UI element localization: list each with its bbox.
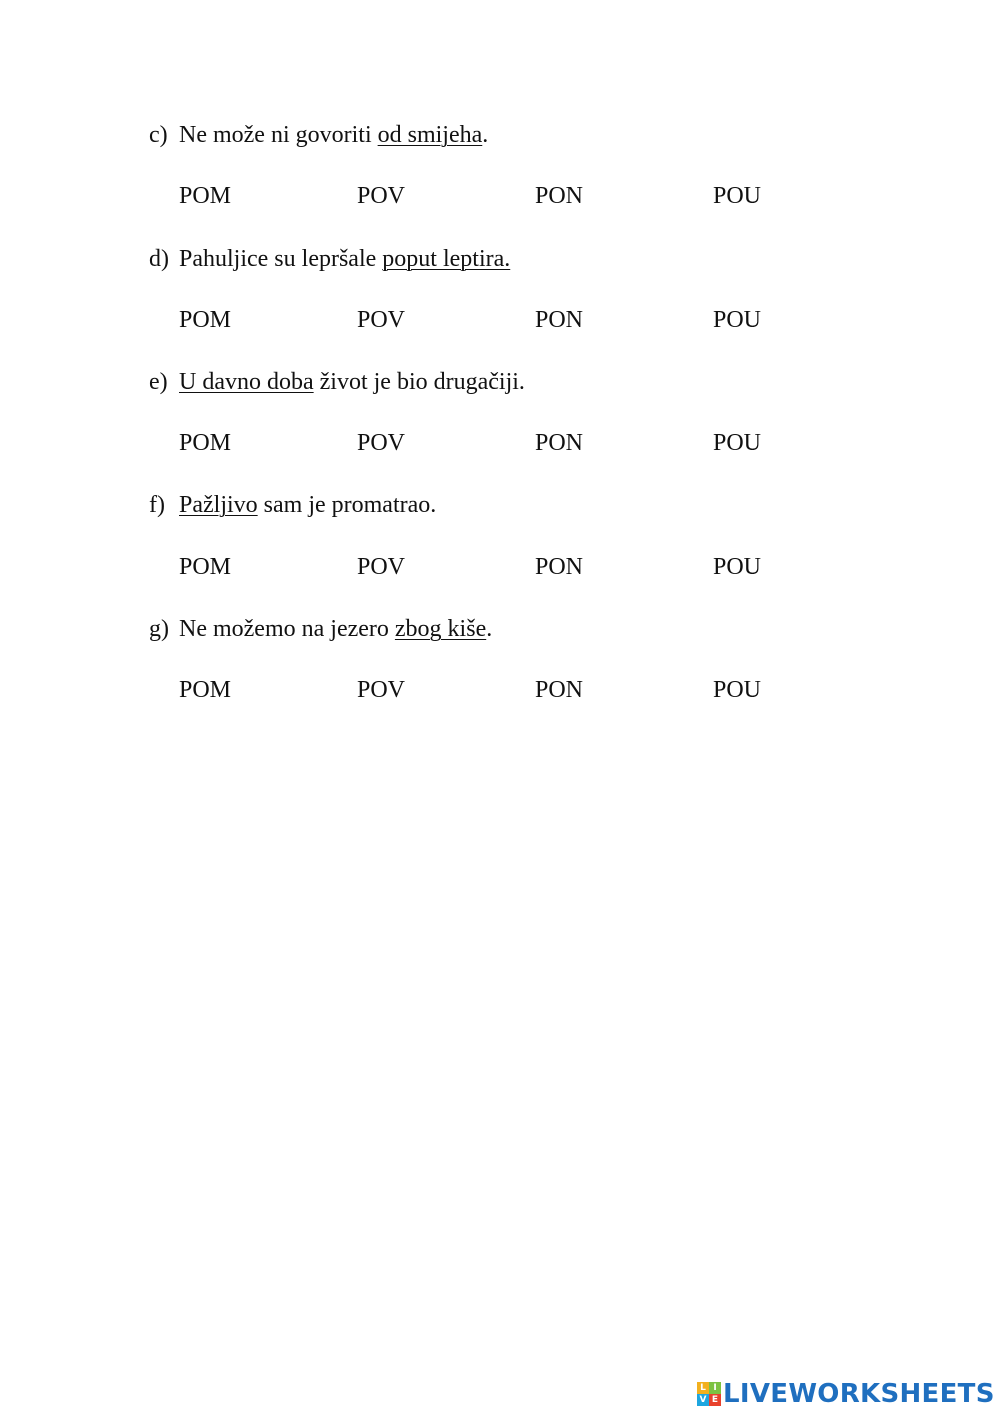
question-c (149, 120, 488, 150)
option-pom[interactable]: POM (179, 430, 232, 456)
liveworksheets-logo-icon: L I V E (697, 1382, 721, 1406)
option-pov[interactable]: POV (357, 307, 406, 333)
options-row-f (179, 552, 819, 582)
question-letter: g) (149, 616, 169, 642)
option-pov[interactable]: POV (357, 183, 406, 209)
option-pov[interactable]: POV (357, 430, 406, 456)
question-text-pre: Ne može ni govoriti (179, 122, 378, 148)
question-text-pre: Ne možemo na jezero (179, 616, 395, 642)
question-letter: d) (149, 246, 169, 272)
question-underlined-phrase: zbog kiše (394, 616, 487, 642)
question-letter: e) (149, 369, 168, 395)
question-text-post: . (482, 122, 489, 148)
question-underlined-phrase: Pažljivo (179, 492, 258, 518)
question-underlined-phrase: poput leptira. (382, 246, 511, 272)
option-pou[interactable]: POU (713, 554, 762, 580)
question-f (149, 490, 436, 520)
option-pon[interactable]: PON (535, 307, 584, 333)
option-pon[interactable]: PON (535, 677, 584, 703)
question-text-post: . (486, 616, 493, 642)
question-text-pre: Pahuljice su lepršale (179, 246, 383, 272)
option-pou[interactable]: POU (713, 677, 762, 703)
option-pov[interactable]: POV (357, 554, 406, 580)
option-pon[interactable]: PON (535, 430, 584, 456)
question-letter: f) (149, 492, 165, 518)
question-letter: c) (149, 122, 168, 148)
option-pou[interactable]: POU (713, 430, 762, 456)
options-row-d (179, 305, 819, 335)
options-row-e (179, 428, 819, 458)
question-underlined-phrase: od smijeha (377, 122, 483, 148)
option-pom[interactable]: POM (179, 677, 232, 703)
question-d (149, 244, 510, 274)
question-text-post: sam je promatrao. (257, 492, 437, 518)
logo-text: LIVEWORKSHEETS (723, 1379, 995, 1409)
question-g (149, 614, 492, 644)
question-e (149, 367, 525, 397)
options-row-c (179, 181, 819, 211)
liveworksheets-logo (697, 1379, 995, 1409)
option-pon[interactable]: PON (535, 554, 584, 580)
option-pom[interactable]: POM (179, 183, 232, 209)
option-pom[interactable]: POM (179, 307, 232, 333)
question-underlined-phrase: U davno doba (179, 369, 314, 395)
option-pou[interactable]: POU (713, 307, 762, 333)
option-pon[interactable]: PON (535, 183, 584, 209)
option-pou[interactable]: POU (713, 183, 762, 209)
question-text-post: život je bio drugačiji. (313, 369, 525, 395)
option-pom[interactable]: POM (179, 554, 232, 580)
option-pov[interactable]: POV (357, 677, 406, 703)
options-row-g (179, 675, 819, 705)
